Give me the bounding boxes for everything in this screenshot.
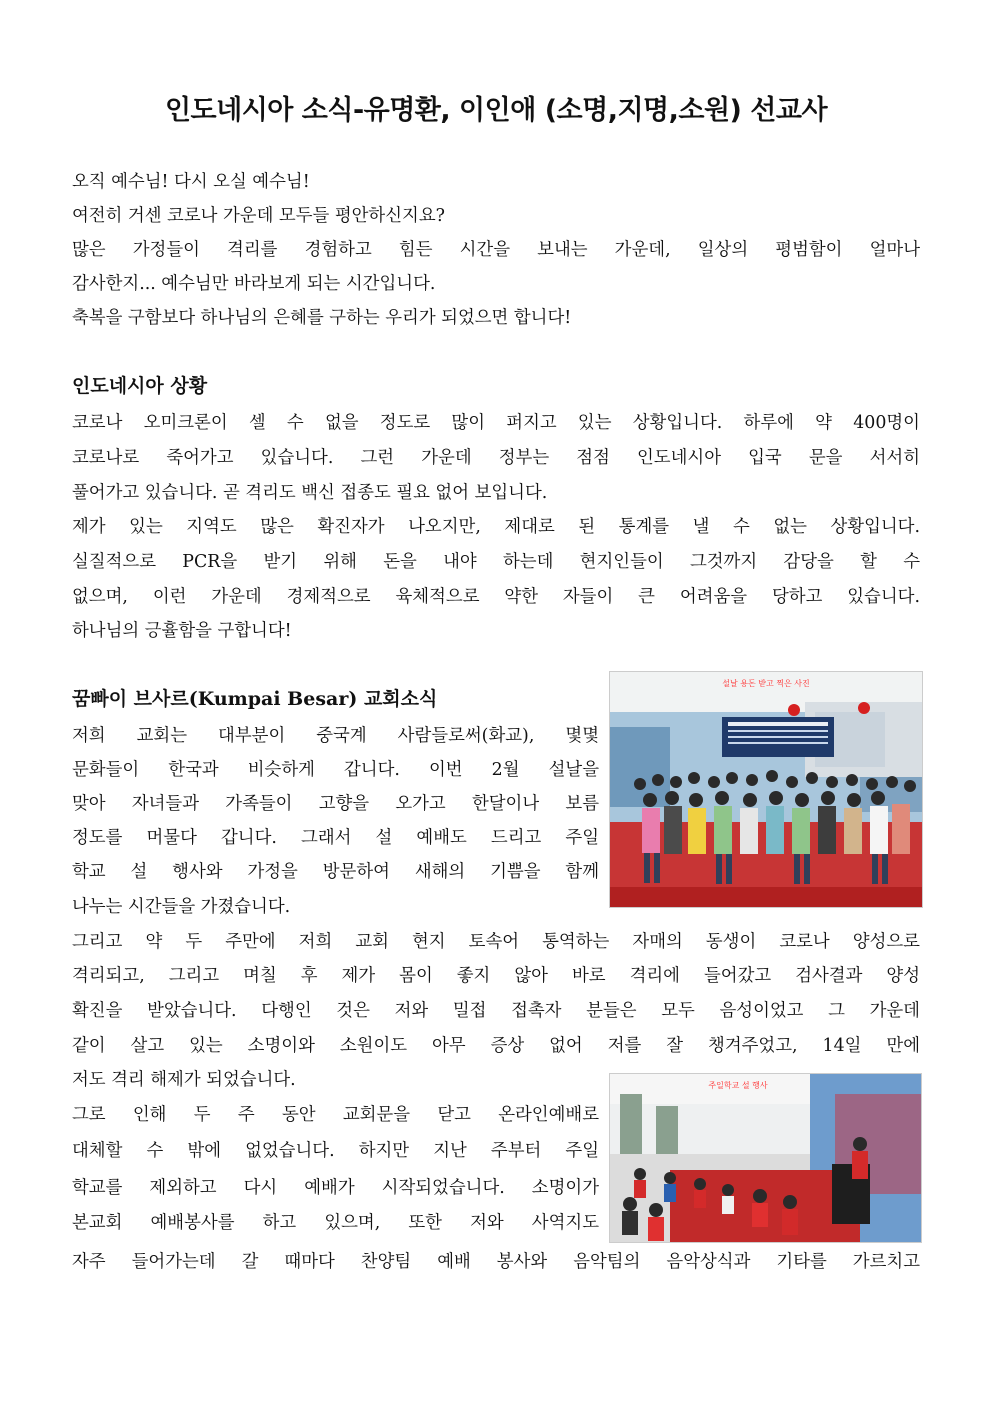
body-line: 없으며, 이런 가운데 경제적으로 육체적으로 약한 자들이 큰 어려움을 당하고 있습니다. <box>72 587 920 607</box>
body-line: 격리되고, 그리고 며칠 후 제가 몸이 좋지 않아 바로 격리에 들어갔고 검사결과 양성 <box>72 966 920 986</box>
body-line: 코로나로 죽어가고 있습니다. 그런 가운데 정부는 점점 인도네시아 입국 문을 서서히 <box>72 448 920 468</box>
body-line: 풀어가고 있습니다. 곧 격리도 백신 접종도 필요 없어 보입니다. <box>72 483 548 503</box>
intro-line: 오직 예수님! 다시 오실 예수님! <box>72 172 310 192</box>
body-line: 문화들이 한국과 비슷하게 갑니다. 이번 2월 설날을 <box>72 760 599 780</box>
body-line: 맞아 자녀들과 가족들이 고향을 오가고 한달이나 보름 <box>72 794 599 814</box>
body-line: 나누는 시간들을 가졌습니다. <box>72 897 291 917</box>
body-line: 학교를 제외하고 다시 예배가 시작되었습니다. 소명이가 <box>72 1178 599 1198</box>
body-line: 학교 설 행사와 가정을 방문하여 새해의 기쁨을 함께 <box>72 862 599 882</box>
body-line: 같이 살고 있는 소명이와 소원이도 아무 증상 없어 저를 잘 챙겨주었고, 14일 만에 <box>72 1036 920 1056</box>
section-heading: 꿈빠이 브사르(Kumpai Besar) 교회소식 <box>72 688 438 710</box>
body-line: 하나님의 긍휼함을 구합니다! <box>72 621 292 641</box>
body-line: 저도 격리 해제가 되었습니다. <box>72 1070 296 1090</box>
intro-line: 여전히 거센 코로나 가운데 모두들 평안하신지요? <box>72 206 445 226</box>
photo-caption: 설날 용돈 받고 찍은 사진 <box>722 679 810 688</box>
intro-line: 축복을 구함보다 하나님의 은혜를 구하는 우리가 되었으면 합니다! <box>72 308 572 328</box>
body-line: 제가 있는 지역도 많은 확진자가 나오지만, 제대로 된 통계를 낼 수 없는 상황입니다. <box>72 517 920 537</box>
body-line: 코로나 오미크론이 셀 수 없을 정도로 많이 퍼지고 있는 상황입니다. 하루에 약 400명이 <box>72 413 920 433</box>
intro-line: 많은 가정들이 격리를 경험하고 힘든 시간을 보내는 가운데, 일상의 평범함이 얼마나 <box>72 240 920 260</box>
church-group-photo <box>609 671 923 908</box>
body-line: 정도를 머물다 갑니다. 그래서 설 예배도 드리고 주일 <box>72 828 599 848</box>
body-line: 그리고 약 두 주만에 저희 교회 현지 토속어 통역하는 자매의 동생이 코로나 양성으로 <box>72 932 920 952</box>
body-line: 자주 들어가는데 갈 때마다 찬양팀 예배 봉사와 음악팀의 음악상식과 기타를 가르치고 <box>72 1252 920 1272</box>
page-title: 인도네시아 소식-유명환, 이인애 (소명,지명,소원) 선교사 <box>164 95 828 126</box>
sunday-school-photo <box>609 1073 922 1243</box>
section-heading: 인도네시아 상황 <box>72 375 208 397</box>
intro-line: 감사한지... 예수님만 바라보게 되는 시간입니다. <box>72 274 436 294</box>
body-line: 확진을 받았습니다. 다행인 것은 저와 밀접 접촉자 분들은 모두 음성이었고 그 가운데 <box>72 1001 920 1021</box>
body-line: 저희 교회는 대부분이 중국계 사람들로써(화교), 몇몇 <box>72 726 599 746</box>
body-line: 실질적으로 PCR을 받기 위해 돈을 내야 하는데 현지인들이 그것까지 감당을 할 수 <box>72 552 920 572</box>
photo-caption: 주일학교 설 행사 <box>708 1081 768 1090</box>
body-line: 본교회 예배봉사를 하고 있으며, 또한 저와 사역지도 <box>72 1213 599 1233</box>
body-line: 그로 인해 두 주 동안 교회문을 닫고 온라인예배로 <box>72 1105 599 1125</box>
body-line: 대체할 수 밖에 없었습니다. 하지만 지난 주부터 주일 <box>72 1141 599 1161</box>
